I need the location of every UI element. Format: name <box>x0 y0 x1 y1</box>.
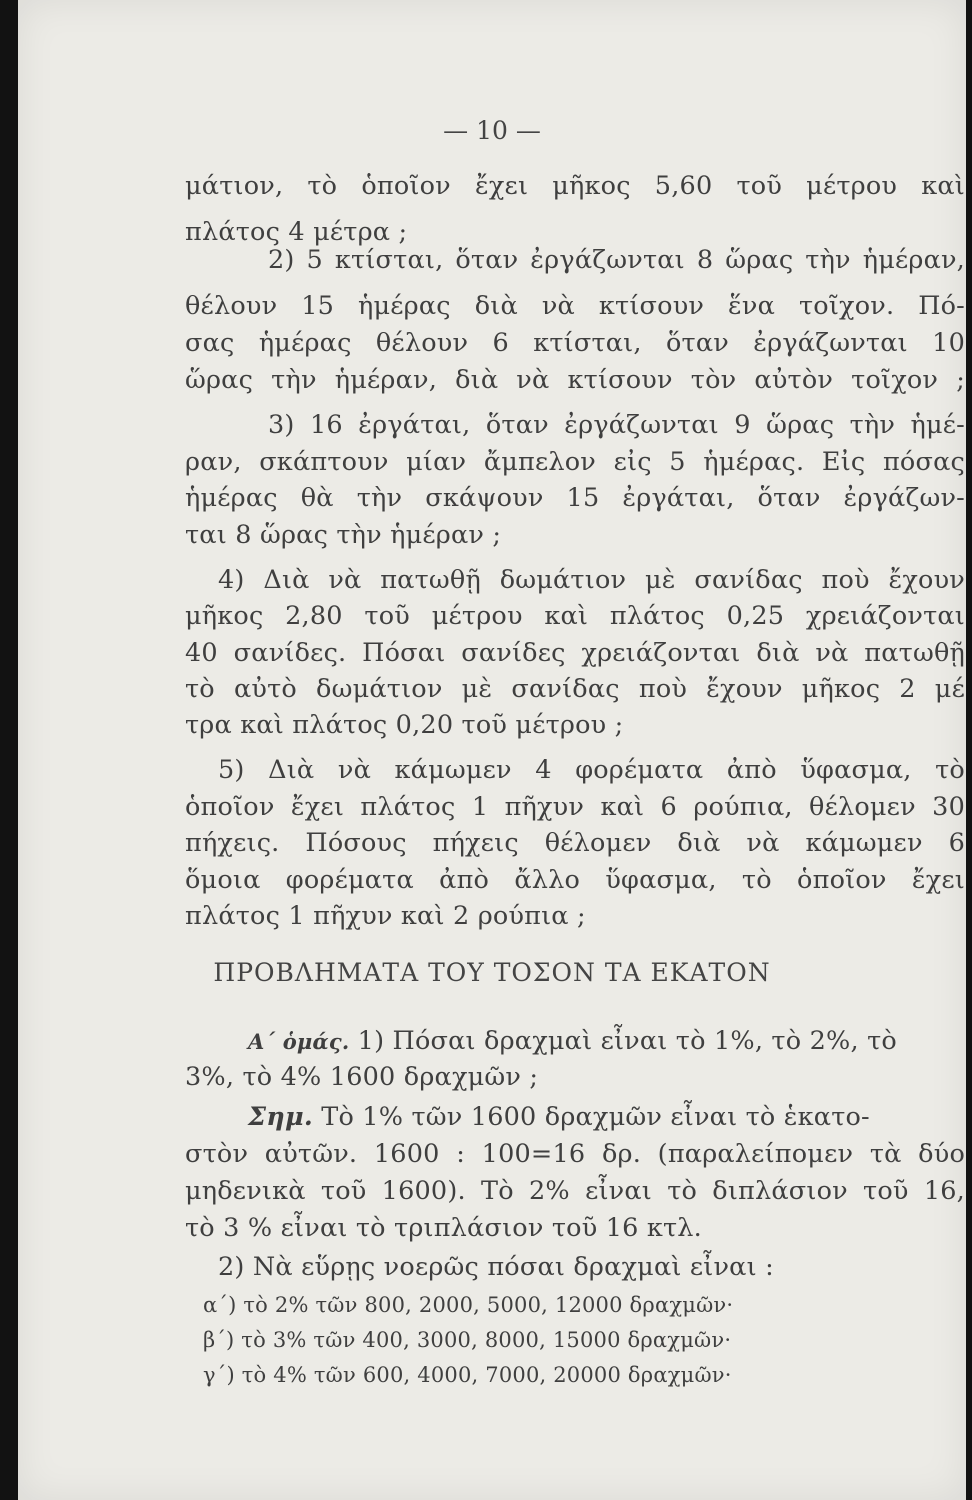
text-line: 2) 5 κτίσται, ὅταν ἐργάζωνται 8 ὥρας τὴν ἡμέραν, <box>268 245 965 275</box>
text-line: 3%, τὸ 4% 1600 δραχμῶν ; <box>185 1062 539 1092</box>
note-text: Τὸ 1% τῶν 1600 δραχμῶν εἶναι τὸ ἑκατο- <box>321 1102 870 1132</box>
group-label: Α΄ ὁμάς. <box>248 1029 350 1054</box>
text-line: τὸ αὐτὸ δωμάτιον μὲ σανίδας ποὺ ἔχουν μῆκος 2 μέ <box>185 674 965 704</box>
text-line: ἡμέρας θὰ τὴν σκάψουν 15 ἐργάται, ὅταν ἐργάζων- <box>185 483 965 513</box>
text-line: πλάτος 1 πῆχυν καὶ 2 ρούπια ; <box>185 901 586 931</box>
text-line: ὅμοια φορέματα ἀπὸ ἄλλο ὕφασμα, τὸ ὁποῖον ἔχει <box>185 865 965 895</box>
group-text: 1) Πόσαι δραχμαὶ εἶναι τὸ 1%, τὸ 2%, τὸ <box>357 1026 897 1056</box>
exercise-item: α΄) τὸ 2% τῶν 800, 2000, 5000, 12000 δραχμῶν· <box>203 1293 734 1317</box>
text-line: θέλουν 15 ἡμέρας διὰ νὰ κτίσουν ἕνα τοῖχον. Πό- <box>185 291 965 321</box>
group-line <box>248 1021 965 1062</box>
text-line: πλάτος 4 μέτρα ; <box>185 217 408 247</box>
exercise-item: β΄) τὸ 3% τῶν 400, 3000, 8000, 15000 δραχμῶν· <box>203 1328 732 1352</box>
text-line: τὸ 3 % εἶναι τὸ τριπλάσιον τοῦ 16 κτλ. <box>185 1213 702 1243</box>
note-line <box>248 1097 965 1137</box>
note-label: Σημ. <box>248 1102 313 1132</box>
text-line: μηδενικὰ τοῦ 1600). Τὸ 2% εἶναι τὸ διπλάσιον τοῦ 16, <box>185 1176 965 1206</box>
text-line: πήχεις. Πόσους πήχεις θέλομεν διὰ νὰ κάμωμεν 6 <box>185 828 965 858</box>
text-line: στὸν αὐτῶν. 1600 : 100=16 δρ. (παραλείπομεν τὰ δύο <box>185 1139 965 1169</box>
text-line: 5) Διὰ νὰ κάμωμεν 4 φορέματα ἀπὸ ὕφασμα, τὸ <box>218 755 965 785</box>
section-heading: ΠΡΟΒΛΗΜΑΤΑ ΤΟΥ ΤΟΣΟΝ ΤΑ ΕΚΑΤΟΝ <box>213 958 771 987</box>
text-line: τρα καὶ πλάτος 0,20 τοῦ μέτρου ; <box>185 710 624 740</box>
text-line: μῆκος 2,80 τοῦ μέτρου καὶ πλάτος 0,25 χρειάζονται <box>185 601 965 631</box>
text-line: 3) 16 ἐργάται, ὅταν ἐργάζωνται 9 ὥρας τὴν ἡμέ- <box>268 410 965 440</box>
text-line: ὥρας τὴν ἡμέραν, διὰ νὰ κτίσουν τὸν αὐτὸν τοῖχον ; <box>185 365 965 395</box>
exercise-item: γ΄) τὸ 4% τῶν 600, 4000, 7000, 20000 δραχμῶν· <box>203 1363 732 1387</box>
page-number: — 10 — <box>443 116 541 145</box>
text-line: ται 8 ὥρας τὴν ἡμέραν ; <box>185 520 502 550</box>
text-line: 40 σανίδες. Πόσαι σανίδες χρειάζονται διὰ νὰ πατωθῇ <box>185 638 965 668</box>
exercise-intro: 2) Νὰ εὕρῃς νοερῶς πόσαι δραχμαὶ εἶναι : <box>218 1252 774 1282</box>
text-line: σας ἡμέρας θέλουν 6 κτίσται, ὅταν ἐργάζωνται 10 <box>185 328 965 358</box>
text-line: ραν, σκάπτουν μίαν ἄμπελον εἰς 5 ἡμέρας. Εἰς πόσας <box>185 447 965 477</box>
text-line: 4) Διὰ νὰ πατωθῇ δωμάτιον μὲ σανίδας ποὺ ἔχουν <box>218 565 965 595</box>
book-page <box>18 0 966 1500</box>
text-line: ὁποῖον ἔχει πλάτος 1 πῆχυν καὶ 6 ρούπια, θέλομεν 30 <box>185 792 965 822</box>
text-line: μάτιον, τὸ ὁποῖον ἔχει μῆκος 5,60 τοῦ μέτρου καὶ <box>185 171 965 201</box>
